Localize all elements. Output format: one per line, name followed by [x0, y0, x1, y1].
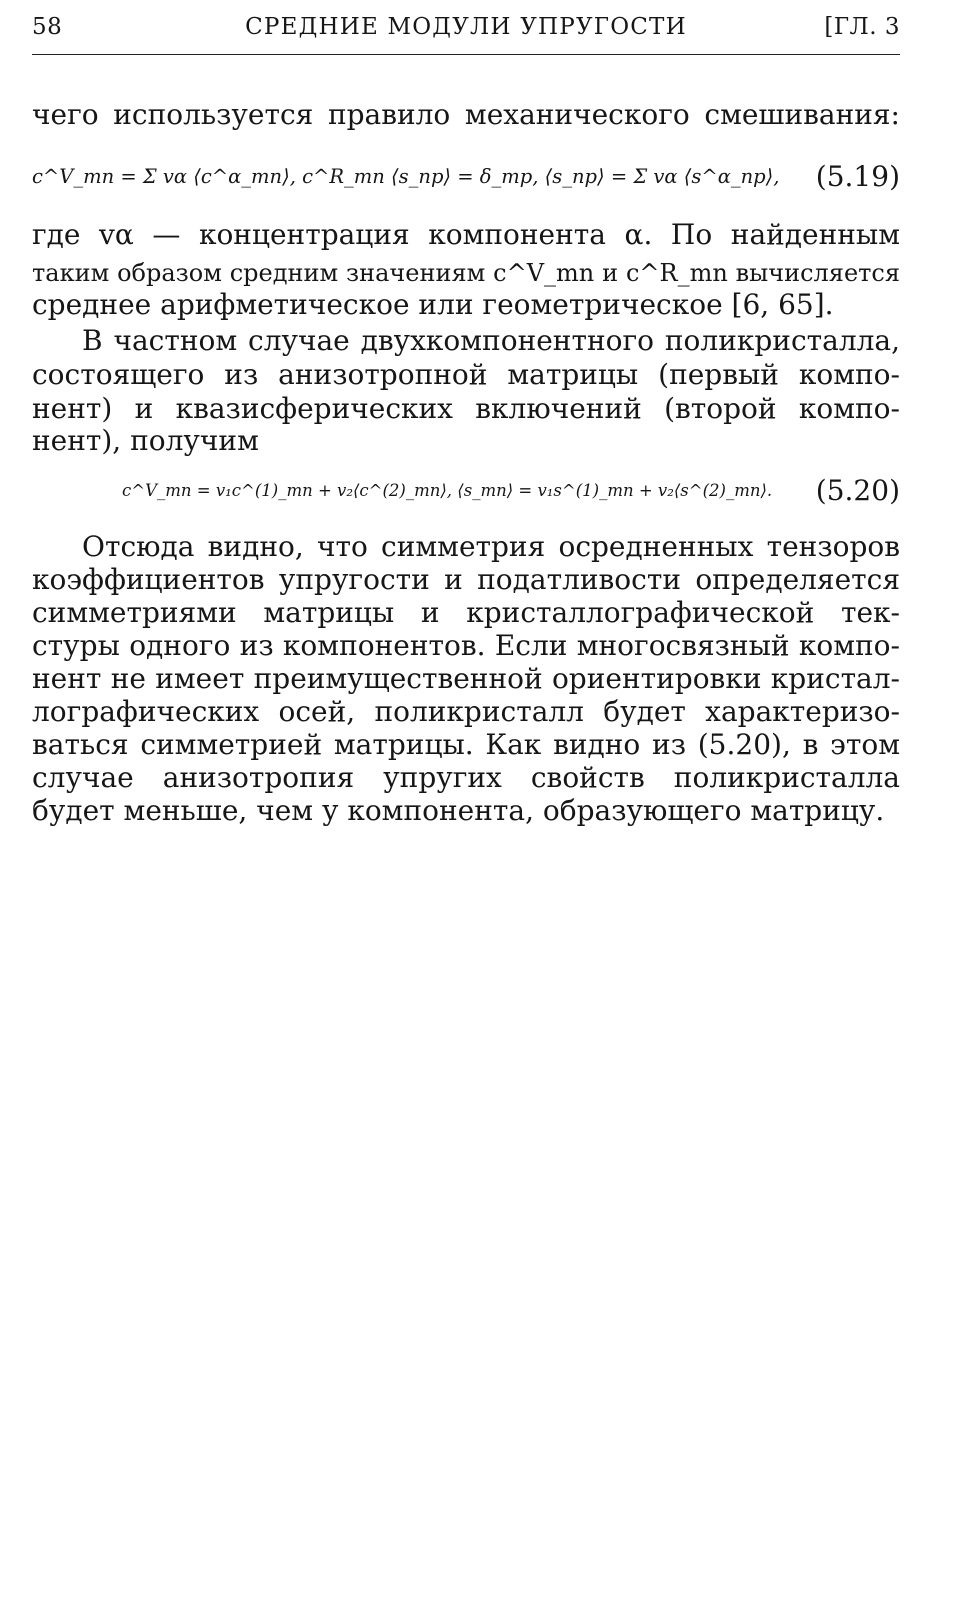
text-line: будет меньше, чем у компонента, образующего матрицу.: [32, 794, 885, 827]
equation-expression: c^V_mn = v₁c^(1)_mn + v₂⟨c^(2)_mn⟩, ⟨s_mn⟩ = v₁s^(1)_mn + v₂⟨s^(2)_mn⟩.: [122, 481, 773, 500]
chapter-reference: [ГЛ. 3: [824, 14, 900, 40]
text-line: нент) и квазисферических включений (второй компо-: [32, 392, 900, 425]
text-line: Отсюда видно, что симметрия осредненных тензоров: [82, 530, 900, 563]
text-line: симметриями матрицы и кристаллографической тек-: [32, 596, 900, 629]
text-line: нент не имеет преимущественной ориентировки кристал-: [32, 662, 900, 695]
page-number: 58: [32, 14, 63, 40]
text-line: таким образом средним значениям c^V_mn и c^R_mn вычисляется: [32, 259, 900, 287]
text-line: лографических осей, поликристалл будет характеризо-: [32, 695, 900, 728]
running-title: СРЕДНИЕ МОДУЛИ УПРУГОСТИ: [245, 14, 687, 40]
text-line: коэффициентов упругости и податливости определяется: [32, 563, 900, 596]
text-line: где vα — концентрация компонента α. По найденным: [32, 218, 900, 251]
text-line: ваться симметрией матрицы. Как видно из (5.20), в этом: [32, 728, 900, 761]
equation-expression: c^V_mn = Σ vα ⟨c^α_mn⟩, c^R_mn ⟨s_np⟩ = δ_mp, ⟨s_np⟩ = Σ vα ⟨s^α_np⟩,: [32, 165, 780, 188]
text-line: нент), получим: [32, 424, 259, 457]
text-line: среднее арифметическое или геометрическое [6, 65].: [32, 288, 834, 321]
page-header: [32, 14, 900, 48]
text-line: случае анизотропия упругих свойств поликристалла: [32, 761, 900, 794]
text-line: стуры одного из компонентов. Если многосвязный компо-: [32, 629, 900, 662]
equation-number: (5.20): [815, 474, 900, 507]
text-line: состоящего из анизотропной матрицы (первый компо-: [32, 358, 900, 391]
text-line: чего используется правило механического смешивания:: [32, 98, 900, 131]
book-page: [32, 0, 900, 1600]
equation-number: (5.19): [815, 160, 900, 193]
header-rule: [32, 54, 900, 55]
text-line: В частном случае двухкомпонентного поликристалла,: [82, 324, 900, 357]
